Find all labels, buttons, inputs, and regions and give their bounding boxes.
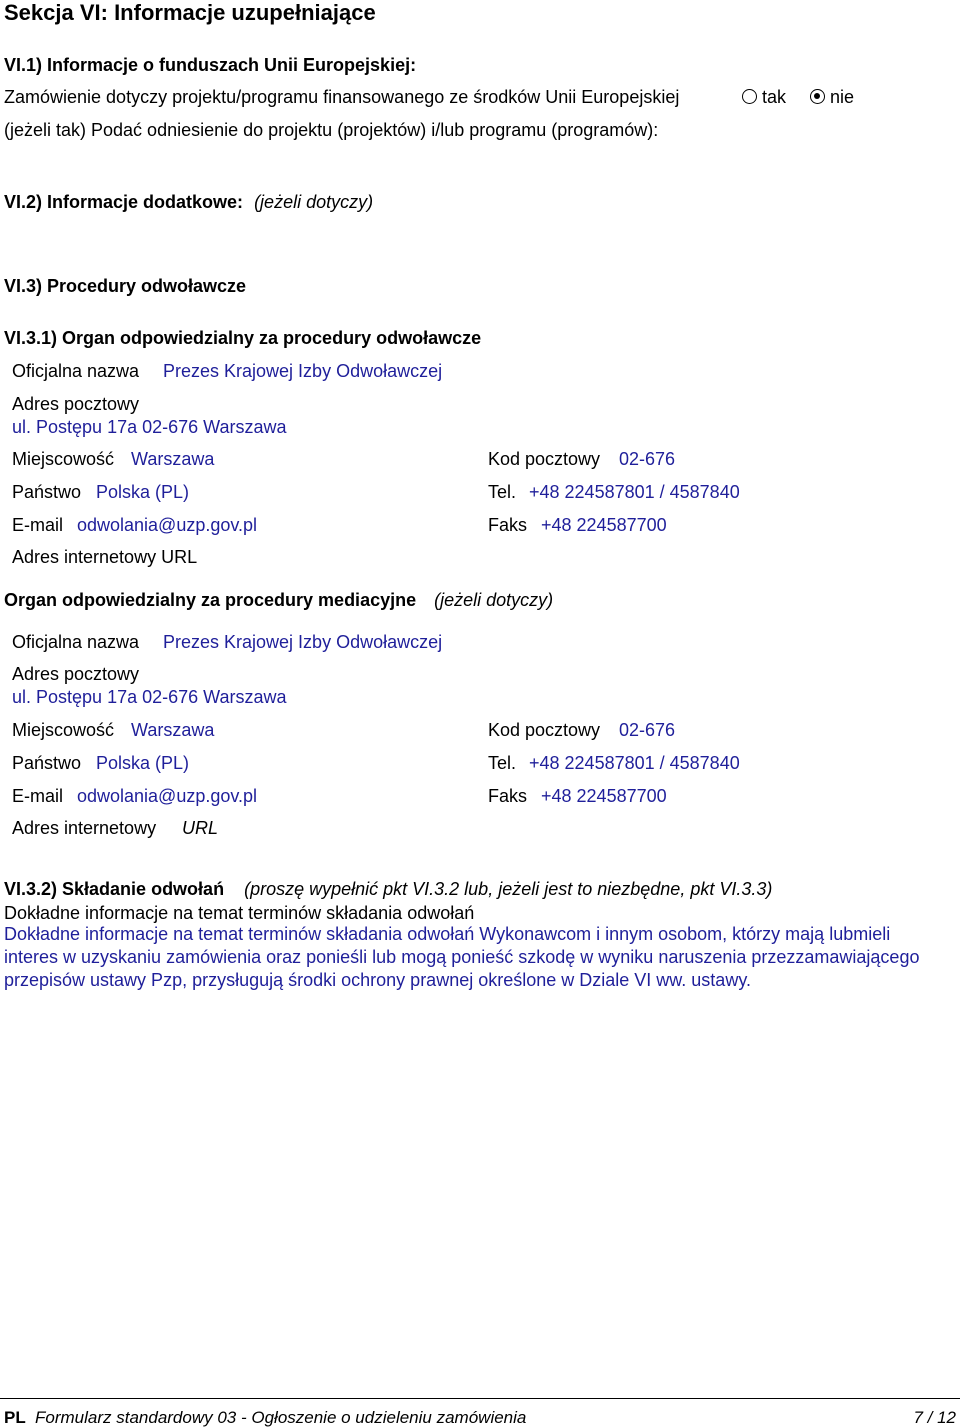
- body1-url-label: Adres internetowy URL: [12, 547, 198, 567]
- body2-tel-label: Tel.: [488, 753, 517, 773]
- body1-postal-label: Kod pocztowy: [488, 449, 601, 469]
- vi1-heading: VI.1) Informacje o funduszach Unii Europejskiej:: [4, 55, 417, 75]
- body2-email-value[interactable]: odwolania@uzp.gov.pl: [77, 786, 258, 806]
- body2-url-value: URL: [182, 818, 219, 838]
- section-title: Sekcja VI: Informacje uzupełniające: [4, 0, 376, 25]
- body2-url-label: Adres internetowy: [12, 818, 157, 838]
- body2-name-label: Oficjalna nazwa: [12, 632, 140, 652]
- footer-lang: PL: [4, 1408, 26, 1427]
- vi2-heading: VI.2) Informacje dodatkowe:: [4, 192, 244, 212]
- body1-address-value: ul. Postępu 17a 02-676 Warszawa: [12, 417, 287, 437]
- footer-form-title: Formularz standardowy 03 - Ogłoszenie o udzieleniu zamówienia: [35, 1408, 527, 1427]
- body1-fax-label: Faks: [488, 515, 528, 535]
- body1-country-value: Polska (PL): [96, 482, 190, 502]
- body2-city-label: Miejscowość: [12, 720, 115, 740]
- radio-nie-label: nie: [830, 87, 855, 107]
- body2-fax-label: Faks: [488, 786, 528, 806]
- body1-name-label: Oficjalna nazwa: [12, 361, 140, 381]
- footer-divider: [0, 1398, 960, 1399]
- body1-city-value: Warszawa: [131, 449, 215, 469]
- eu-funds-question: Zamówienie dotyczy projektu/programu finansowanego ze środków Unii Europejskiej: [4, 87, 680, 107]
- vi32-text: Dokładne informacje na temat terminów składania odwołań Wykonawcom i innym osobom, którzy mają lubmieli interes w uzyskaniu zamówienia oraz ponieśli lub mogą ponieść szkodę w wyniku naruszenia przezzamawiającego przepisów ustawy Pzp, przysługują środki ochrony prawnej określone w Dziale VI ww. ustawy.: [4, 924, 920, 990]
- body2-address-value: ul. Postępu 17a 02-676 Warszawa: [12, 687, 287, 707]
- body2-city-value: Warszawa: [131, 720, 215, 740]
- vi32-heading-row: [4, 880, 772, 898]
- radio-unchecked-icon: [742, 89, 757, 104]
- mediation-heading: Organ odpowiedzialny za procedury mediacyjne: [4, 590, 417, 610]
- body2-tel-value: +48 224587801 / 4587840: [529, 753, 740, 773]
- eu-project-reference-label: (jeżeli tak) Podać odniesienie do projektu (projektów) i/lub programu (programów):: [4, 120, 659, 140]
- body1-country-label: Państwo: [12, 482, 82, 502]
- vi32-label: Dokładne informacje na temat terminów składania odwołań: [4, 903, 475, 923]
- footer-page-number: 7 / 12: [913, 1408, 956, 1427]
- body2-country-label: Państwo: [12, 753, 82, 773]
- body2-postal-label: Kod pocztowy: [488, 720, 601, 740]
- body1-tel-value: +48 224587801 / 4587840: [529, 482, 740, 502]
- mediation-heading-row: [4, 591, 553, 609]
- vi32-note: (proszę wypełnić pkt VI.3.2 lub, jeżeli jest to niezbędne, pkt VI.3.3): [244, 879, 773, 899]
- vi3-heading: VI.3) Procedury odwoławcze: [4, 276, 247, 296]
- radio-checked-icon: [810, 89, 825, 104]
- body1-postal-value: 02-676: [619, 449, 676, 469]
- vi31-heading: VI.3.1) Organ odpowiedzialny za procedury odwoławcze: [4, 328, 482, 348]
- body1-address-label: Adres pocztowy: [12, 394, 140, 414]
- body2-postal-value: 02-676: [619, 720, 676, 740]
- body2-address-label: Adres pocztowy: [12, 664, 140, 684]
- body1-email-label: E-mail: [12, 515, 64, 535]
- vi32-heading: VI.3.2) Składanie odwołań: [4, 879, 225, 899]
- body1-email-value[interactable]: odwolania@uzp.gov.pl: [77, 515, 258, 535]
- body2-name-value: Prezes Krajowej Izby Odwoławczej: [163, 632, 443, 652]
- body2-fax-value: +48 224587700: [541, 786, 667, 806]
- body1-name-value: Prezes Krajowej Izby Odwoławczej: [163, 361, 443, 381]
- vi2-heading-row: [4, 193, 373, 211]
- body1-fax-value: +48 224587700: [541, 515, 667, 535]
- mediation-note: (jeżeli dotyczy): [434, 590, 554, 610]
- body2-country-value: Polska (PL): [96, 753, 190, 773]
- radio-tak-label: tak: [762, 87, 787, 107]
- body1-city-label: Miejscowość: [12, 449, 115, 469]
- radio-nie[interactable]: [810, 87, 854, 107]
- body1-tel-label: Tel.: [488, 482, 517, 502]
- radio-tak[interactable]: [742, 87, 786, 107]
- body2-email-label: E-mail: [12, 786, 64, 806]
- vi2-note: (jeżeli dotyczy): [254, 192, 374, 212]
- eu-funds-radio-group: [742, 88, 854, 106]
